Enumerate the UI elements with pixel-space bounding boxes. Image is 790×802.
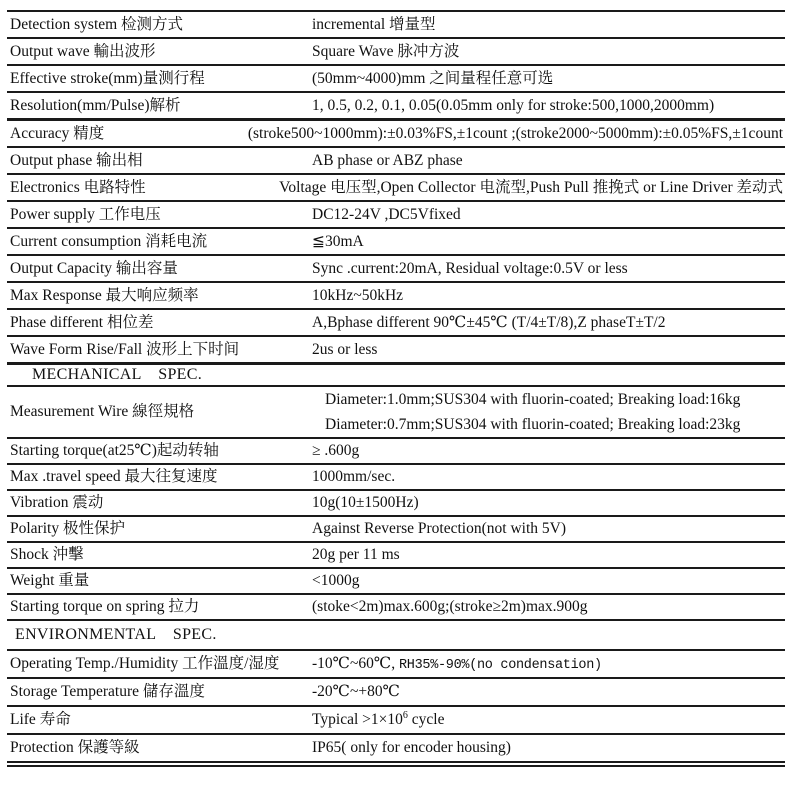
spec-label: Max Response 最大响应频率	[10, 286, 199, 304]
spec-label: Starting torque on spring 拉力	[10, 598, 200, 616]
spec-label: Weight 重量	[10, 572, 90, 590]
spec-value: (stroke500~1000mm):±0.03%FS,±1count ;(stroke2000~5000mm):±0.05%FS,±1count	[247, 124, 783, 142]
spec-label: Phase different 相位差	[10, 313, 154, 331]
spec-value: -20℃~+80℃	[312, 683, 400, 701]
spec-row-measurement-wire	[7, 387, 785, 439]
spec-value: A,Bphase different 90℃±45℃ (T/4±T/8),Z phaseT±T/2	[312, 313, 666, 331]
spec-row-shock	[7, 543, 785, 569]
spec-row-output-phase	[7, 148, 785, 175]
spec-row-storage-temperature	[7, 679, 785, 707]
spec-label: Starting torque(at25℃)起动转轴	[10, 442, 219, 460]
spec-value-unit: cycle	[407, 711, 445, 729]
spec-row-detection-system	[7, 12, 785, 39]
spec-value	[312, 654, 785, 675]
spec-value-line-1: Diameter:1.0mm;SUS304 with fluorin-coated; Breaking load:16kg	[325, 391, 741, 408]
spec-label: Current consumption 消耗电流	[10, 232, 208, 250]
spec-value: ≦30mA	[312, 232, 364, 250]
spec-value	[312, 710, 785, 729]
table-bottom-double-rule	[7, 761, 785, 767]
spec-value: (stoke<2m)max.600g;(stroke≥2m)max.900g	[312, 598, 588, 616]
spec-row-current-consumption	[7, 229, 785, 256]
spec-value-line-2: Diameter:0.7mm;SUS304 with fluorin-coated; Breaking load:23kg	[325, 416, 741, 433]
spec-row-starting-torque	[7, 439, 785, 465]
spec-value: 2us or less	[312, 340, 378, 358]
spec-label: Output Capacity 输出容量	[10, 259, 178, 277]
spec-row-resolution	[7, 93, 785, 121]
spec-value: Sync .current:20mA, Residual voltage:0.5V or less	[312, 259, 628, 277]
spec-row-output-capacity	[7, 256, 785, 283]
spec-value: <1000g	[312, 572, 360, 590]
spec-value: 1, 0.5, 0.2, 0.1, 0.05(0.05mm only for stroke:500,1000,2000mm)	[312, 96, 715, 114]
spec-label: Output phase 输出相	[10, 151, 143, 169]
spec-label: Electronics 电路特性	[10, 178, 146, 196]
spec-row-weight	[7, 569, 785, 595]
spec-row-max-response	[7, 283, 785, 310]
spec-label: Shock 沖擊	[10, 546, 84, 564]
section-header-environmental	[7, 621, 785, 651]
spec-value: DC12-24V ,DC5Vfixed	[312, 205, 461, 223]
spec-label: Measurement Wire 線徑規格	[10, 403, 195, 421]
spec-label: Vibration 震动	[10, 494, 104, 512]
spec-value: (50mm~4000)mm 之间量程任意可选	[312, 69, 554, 87]
spec-value: 10kHz~50kHz	[312, 286, 404, 304]
spec-label: Operating Temp./Humidity 工作溫度/湿度	[10, 655, 280, 673]
spec-value: IP65( only for encoder housing)	[312, 739, 511, 757]
spec-row-power-supply	[7, 202, 785, 229]
spec-value: Voltage 电压型,Open Collector 电流型,Push Pull 推挽式 or Line Driver 差动式	[279, 178, 783, 196]
spec-value: ≥ .600g	[312, 442, 360, 460]
spec-value-serif-part: -10℃~60℃,	[312, 654, 399, 672]
spec-label: Resolution(mm/Pulse)解析	[10, 96, 181, 114]
spec-value: Square Wave 脉冲方波	[312, 42, 460, 60]
spec-value: Against Reverse Protection(not with 5V)	[312, 520, 566, 538]
spec-row-wave-form	[7, 337, 785, 365]
spec-label: Effective stroke(mm)量测行程	[10, 69, 205, 87]
spec-label: Wave Form Rise/Fall 波形上下时间	[10, 340, 240, 358]
section-header-mechanical	[7, 365, 785, 387]
spec-value: AB phase or ABZ phase	[312, 151, 463, 169]
spec-label: Polarity 极性保护	[10, 520, 125, 538]
spec-label: Protection 保護等級	[10, 739, 140, 757]
spec-row-protection	[7, 735, 785, 761]
spec-label: Accuracy 精度	[10, 124, 105, 142]
section-title: ENVIRONMENTAL SPEC.	[15, 626, 217, 643]
spec-value-base: Typical >1×10	[312, 711, 403, 729]
spec-row-accuracy	[7, 121, 785, 148]
spec-row-polarity	[7, 517, 785, 543]
spec-label: Storage Temperature 儲存溫度	[10, 683, 205, 701]
section-title: MECHANICAL SPEC.	[32, 366, 203, 383]
spec-label: Max .travel speed 最大往复速度	[10, 468, 218, 486]
spec-row-output-wave	[7, 39, 785, 66]
spec-row-electronics	[7, 175, 785, 202]
spec-row-effective-stroke	[7, 66, 785, 93]
spec-row-vibration	[7, 491, 785, 517]
spec-row-max-travel-speed	[7, 465, 785, 491]
spec-table	[7, 10, 785, 767]
spec-value: incremental 增量型	[312, 15, 436, 33]
spec-value: 1000mm/sec.	[312, 468, 396, 486]
spec-row-phase-different	[7, 310, 785, 337]
spec-label: Detection system 检测方式	[10, 15, 184, 33]
spec-row-operating-temp-humidity	[7, 651, 785, 679]
spec-label: Output wave 輸出波形	[10, 42, 156, 60]
spec-value: 10g(10±1500Hz)	[312, 494, 419, 512]
spec-value-mono-part: RH35%-90%(no condensation)	[398, 657, 602, 673]
spec-label: Power supply 工作电压	[10, 205, 161, 223]
spec-value	[312, 387, 785, 437]
spec-label: Life 寿命	[10, 711, 71, 729]
spec-value: 20g per 11 ms	[312, 546, 400, 564]
spec-row-life	[7, 707, 785, 735]
spec-value-superscript: 6	[402, 710, 408, 722]
spec-row-spring-torque	[7, 595, 785, 621]
